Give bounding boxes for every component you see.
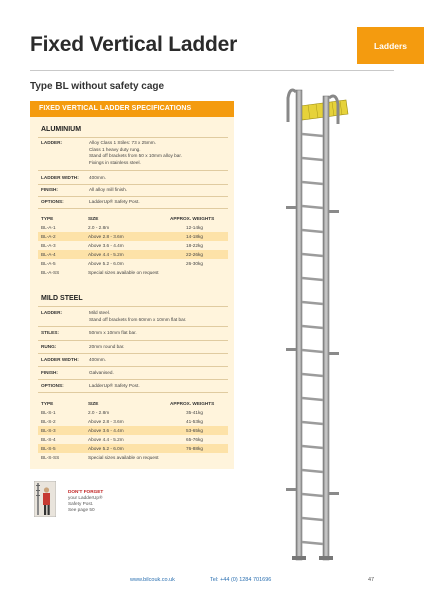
ladder-rung bbox=[302, 230, 323, 232]
aluminium-heading: ALUMINIUM bbox=[41, 126, 82, 133]
table-header-size: SIZE bbox=[88, 216, 99, 221]
divider bbox=[38, 170, 228, 171]
table-row bbox=[38, 259, 228, 268]
footer-phone: Tel: +44 (0) 1284 701696 bbox=[210, 577, 272, 583]
ladder-rung bbox=[302, 494, 323, 496]
spec-line: Mild steel. bbox=[89, 310, 111, 315]
safety-post-photo bbox=[34, 481, 56, 517]
spec-label: FINISH: bbox=[41, 370, 58, 375]
ladder-rung bbox=[302, 374, 323, 376]
spec-label: STILES: bbox=[41, 330, 59, 335]
cell-weight: 22-26kg bbox=[186, 252, 203, 257]
divider bbox=[38, 196, 228, 197]
spec-line: Stand off brackets from 60mm x 10mm flat bar. bbox=[89, 316, 187, 322]
ladder-rung bbox=[302, 518, 323, 520]
spec-value: 50mm x 10mm flat bar. bbox=[89, 330, 137, 335]
table-row bbox=[38, 232, 228, 241]
ladder-rung bbox=[302, 470, 323, 472]
cell-size: Special sizes available on request bbox=[88, 455, 159, 460]
spec-label: RUNG: bbox=[41, 344, 57, 349]
ladder-rung bbox=[302, 542, 323, 544]
cell-type: BL-S-5 bbox=[41, 446, 56, 451]
spec-value: 400mm. bbox=[89, 175, 106, 180]
cell-size: Above 2.8 - 3.6m bbox=[88, 234, 124, 239]
spec-value: LadderUp® Safety Post. bbox=[89, 199, 140, 204]
ladder-rung bbox=[302, 158, 323, 160]
divider bbox=[38, 379, 228, 380]
spec-label: OPTIONS: bbox=[41, 383, 64, 388]
spec-line: Fixings in stainless steel. bbox=[89, 159, 141, 165]
ladder-rung bbox=[302, 350, 323, 352]
spec-line: Class 1 heavy duty rung. bbox=[89, 146, 141, 152]
divider bbox=[38, 137, 228, 138]
ladder-rung bbox=[302, 182, 323, 184]
table-row bbox=[38, 453, 228, 462]
divider bbox=[38, 306, 228, 307]
reminder-line: See page 50 bbox=[68, 507, 95, 512]
cell-weight: 12-14kg bbox=[186, 225, 203, 230]
divider bbox=[38, 340, 228, 341]
table-row bbox=[38, 426, 228, 435]
cell-type: BL-S-SS bbox=[41, 455, 60, 460]
cell-size: Above 5.2 - 6.0m bbox=[88, 261, 124, 266]
spec-value: 20mm round bar. bbox=[89, 344, 125, 349]
table-row bbox=[38, 241, 228, 250]
spec-label: LADDER WIDTH: bbox=[41, 175, 79, 180]
table-header-type: TYPE bbox=[41, 216, 54, 221]
spec-label: LADDER: bbox=[41, 140, 63, 145]
cell-size: Above 4.4 - 5.2m bbox=[88, 252, 124, 257]
table-row bbox=[38, 408, 228, 417]
cell-weight: 41-53kg bbox=[186, 419, 203, 424]
table-row bbox=[38, 223, 228, 232]
cell-weight: 76-88kg bbox=[186, 446, 203, 451]
spec-value: LadderUp® Safety Post. bbox=[89, 383, 140, 388]
spec-value bbox=[89, 310, 186, 323]
table-row bbox=[38, 268, 228, 277]
ladder-rung bbox=[302, 398, 323, 400]
table-header-weights: APPROX. WEIGHTS bbox=[170, 401, 215, 406]
cell-type: BL-A-1 bbox=[41, 225, 56, 230]
reminder-line: DON'T FORGET bbox=[68, 489, 104, 494]
ladder-rung bbox=[302, 134, 323, 136]
cell-size: Above 5.2 - 6.0m bbox=[88, 446, 124, 451]
footer-website[interactable]: www.bilcouk.co.uk bbox=[130, 577, 175, 583]
ladder-rung bbox=[302, 446, 323, 448]
page-title: Fixed Vertical Ladder bbox=[30, 33, 238, 56]
ladder-rung bbox=[302, 278, 323, 280]
spec-value bbox=[89, 140, 182, 166]
table-row bbox=[38, 444, 228, 453]
spec-line: Alloy Class 1 Stiles: 73 x 25mm. bbox=[89, 140, 156, 145]
cell-size: Above 3.6 - 4.4m bbox=[88, 428, 124, 433]
cell-type: BL-A-4 bbox=[41, 252, 56, 257]
divider bbox=[38, 208, 228, 209]
cell-size: Special sizes available on request bbox=[88, 270, 159, 275]
cell-type: BL-S-1 bbox=[41, 410, 56, 415]
divider bbox=[38, 392, 228, 393]
divider bbox=[38, 353, 228, 354]
subtitle: Type BL without safety cage bbox=[30, 81, 165, 92]
ladder-rung bbox=[302, 302, 323, 304]
cell-type: BL-A-5 bbox=[41, 261, 56, 266]
reminder-line: your LadderUp® bbox=[68, 495, 103, 500]
table-row bbox=[38, 250, 228, 259]
ladder-illustration bbox=[278, 88, 350, 566]
cell-weight: 65-76kg bbox=[186, 437, 203, 442]
page-number: 47 bbox=[368, 577, 375, 583]
cell-type: BL-S-4 bbox=[41, 437, 56, 442]
cell-weight: 18-22kg bbox=[186, 243, 203, 248]
spec-label: LADDER: bbox=[41, 310, 63, 315]
cell-size: Above 2.8 - 3.6m bbox=[88, 419, 124, 424]
table-row bbox=[38, 417, 228, 426]
cell-weight: 14-18kg bbox=[186, 234, 203, 239]
reminder-line: Safety Post. bbox=[68, 501, 94, 506]
cell-type: BL-A-3 bbox=[41, 243, 56, 248]
mild-steel-heading: MILD STEEL bbox=[41, 295, 83, 302]
cell-type: BL-S-2 bbox=[41, 419, 56, 424]
cell-size: 2.0 - 2.8m bbox=[88, 410, 110, 415]
divider bbox=[38, 366, 228, 367]
cell-weight: 53-65kg bbox=[186, 428, 203, 433]
ladder-rung bbox=[302, 254, 323, 256]
table-header-size: SIZE bbox=[88, 401, 99, 406]
table-header-weights: APPROX. WEIGHTS bbox=[170, 216, 215, 221]
section-tab: Ladders bbox=[357, 27, 424, 64]
spec-label: LADDER WIDTH: bbox=[41, 357, 79, 362]
spec-label: OPTIONS: bbox=[41, 199, 64, 204]
spec-value: Galvanised. bbox=[89, 370, 114, 375]
cell-weight: 35-41kg bbox=[186, 410, 203, 415]
cell-type: BL-A-2 bbox=[41, 234, 56, 239]
table-header-type: TYPE bbox=[41, 401, 54, 406]
safety-post-reminder bbox=[68, 489, 103, 513]
divider bbox=[38, 326, 228, 327]
cell-type: BL-S-3 bbox=[41, 428, 56, 433]
divider bbox=[38, 184, 228, 185]
ladder-rung bbox=[302, 206, 323, 208]
spec-value: 400mm. bbox=[89, 357, 106, 362]
cell-size: Above 3.6 - 4.4m bbox=[88, 243, 124, 248]
cell-size: Above 4.4 - 5.2m bbox=[88, 437, 124, 442]
spec-label: FINISH: bbox=[41, 187, 58, 192]
spec-line: Stand off brackets from 50 x 10mm alloy bar. bbox=[89, 153, 182, 159]
ladder-rung bbox=[302, 326, 323, 328]
header-divider bbox=[30, 70, 394, 71]
cell-weight: 26-30kg bbox=[186, 261, 203, 266]
spec-panel-title: FIXED VERTICAL LADDER SPECIFICATIONS bbox=[30, 101, 234, 117]
spec-value: All alloy mill finish. bbox=[89, 187, 128, 192]
cell-type: BL-A-SS bbox=[41, 270, 60, 275]
table-row bbox=[38, 435, 228, 444]
ladder-rung bbox=[302, 422, 323, 424]
cell-size: 2.0 - 2.8m bbox=[88, 225, 110, 230]
